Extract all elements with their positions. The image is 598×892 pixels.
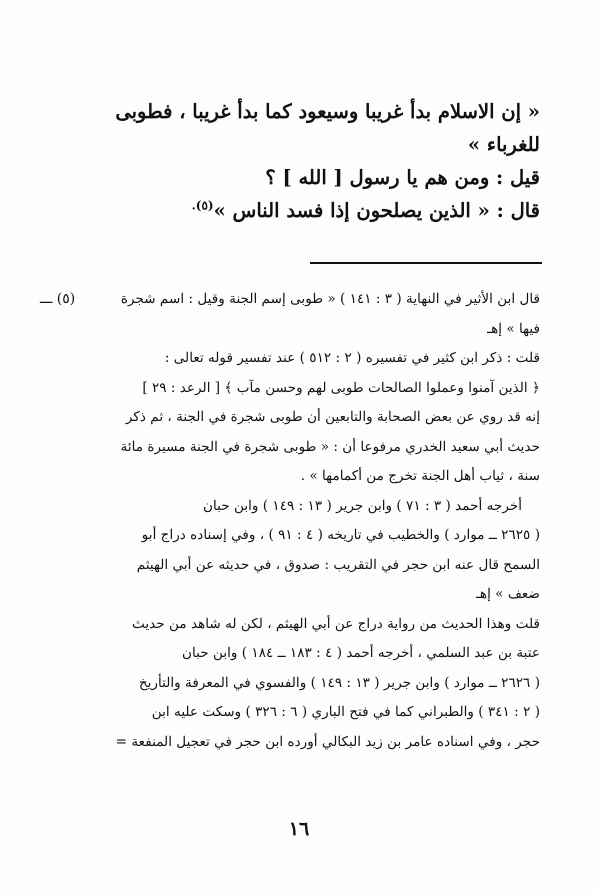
hadith-line: للغرباء »	[467, 133, 540, 156]
hadith-line	[40, 194, 540, 227]
footnote-line: أخرجه أحمد ( ٣ : ٧١ ) وابن جرير ( ١٣ : ١٤٩ ) وابن حبان	[203, 497, 522, 514]
footnote-text	[56, 285, 540, 757]
footnote-line: عتبة بن عبد السلمي ، أخرجه أحمد ( ٤ : ١٨٣ ــ ١٨٤ ) وابن حبان	[182, 645, 540, 661]
footnote-line: ﴿ الذين آمنوا وعملوا الصالحات طوبى لهم وحسن مآب ﴾ [ الرعد : ٢٩ ]	[142, 379, 540, 396]
footnote-line: قلت وهذا الحديث من رواية دراج عن أبي الهيثم ، لكن له شاهد من حديث	[132, 615, 540, 632]
page-number: ١٦	[288, 818, 310, 840]
hadith-line-text: قال : « الذين يصلحون إذا فسد الناس »	[213, 199, 540, 222]
footnote-line: ضعف » إهـ	[475, 586, 540, 602]
footnote-reference: (٥).	[191, 198, 214, 213]
footnote-line: قلت : ذكر ابن كثير في تفسيره ( ٢ : ٥١٢ ) عند تفسير قوله تعالى :	[164, 350, 540, 366]
footnote-line: ( ٢٦٢٥ ــ موارد ) والخطيب في تاريخه ( ٤ : ٩١ ) ، وفي إسناده دراج أبو	[141, 527, 540, 543]
hadith-line: « إن الاسلام بدأ غريبا وسيعود كما بدأ غريبا ، فطوبى	[115, 100, 540, 123]
footnote-line: السمح قال عنه ابن حجر في التقريب : صدوق ، في حديثه عن أبي الهيثم	[136, 556, 540, 573]
hadith-line: قيل : ومن هم يا رسول [ الله ] ؟	[265, 166, 540, 189]
footnote-line: حجر ، وفي اسناده عامر بن زيد البكالي أورده ابن حجر في تعجيل المنفعة =	[115, 733, 540, 750]
footnote-line: ( ٢٦٢٦ ــ موارد ) وابن جرير ( ١٣ : ١٤٩ ) والفسوي في المعرفة والتأريخ	[138, 674, 540, 691]
footnote-line: حديث أبي سعيد الخدري مرفوعا أن : « طوبى شجرة في الجنة مسيرة مائة	[120, 438, 540, 455]
footnote-line: فيها » إهـ	[487, 320, 540, 337]
hadith-text	[40, 95, 540, 227]
footnote-line: إنه قد روي عن بعض الصحابة والتابعين أن طوبى شجرة في الجنة ، ثم ذكر	[125, 409, 540, 425]
footnote-line: سنة ، ثياب أهل الجنة تخرج من أكمامها » .	[300, 468, 540, 484]
footnote-marker: (٥) ـــ	[40, 291, 76, 307]
footnote-line: ( ٢ : ٣٤١ ) والطبراني كما في فتح الباري ( ٦ : ٣٢٦ ) وسكت عليه ابن	[151, 704, 540, 720]
footnote-line: قال ابن الأثير في النهاية ( ٣ : ١٤١ ) « طوبى إسم الجنة وقيل : اسم شجرة	[120, 291, 540, 307]
footnote-separator	[310, 262, 542, 264]
